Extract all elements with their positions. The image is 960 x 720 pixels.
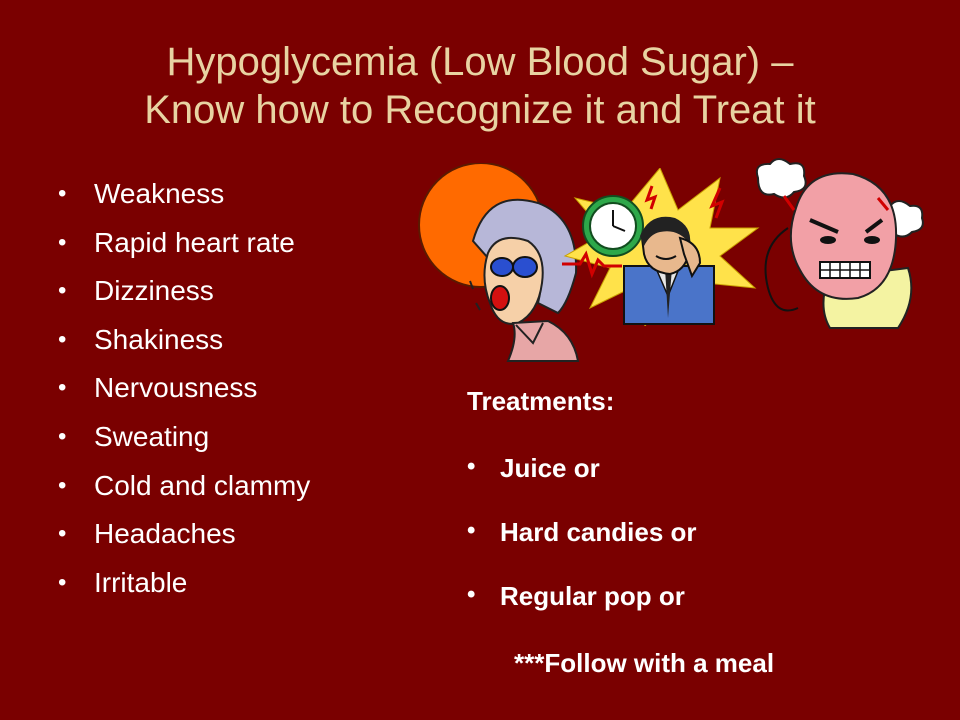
symptom-item: [58, 320, 310, 369]
bullet-icon: •: [58, 568, 67, 596]
treatment-label: Regular pop or: [500, 581, 685, 611]
bullet-icon: •: [58, 277, 67, 305]
slide-title: [0, 38, 960, 134]
angry-man-clipart: [748, 158, 926, 330]
symptom-item: [58, 417, 310, 466]
treatment-item: [467, 514, 697, 578]
bullet-icon: •: [58, 228, 67, 256]
symptom-label: Sweating: [94, 420, 210, 452]
treatments-list: [467, 450, 697, 642]
bullet-icon: •: [58, 180, 67, 207]
symptom-item: [58, 174, 310, 223]
bullet-icon: •: [58, 520, 67, 548]
symptom-item: [58, 271, 310, 320]
symptom-label: Rapid heart rate: [94, 226, 295, 258]
symptom-label: Dizziness: [94, 275, 214, 307]
treatment-label: Hard candies or: [500, 517, 697, 547]
treatment-item: [467, 578, 697, 642]
symptom-label: Irritable: [94, 566, 188, 598]
bullet-icon: •: [58, 422, 67, 450]
symptom-item: [58, 466, 310, 515]
symptom-label: Shakiness: [94, 323, 224, 355]
symptom-label: Cold and clammy: [94, 469, 311, 501]
bullet-icon: •: [467, 517, 476, 544]
symptom-item: [58, 223, 310, 272]
symptom-item: [58, 563, 310, 612]
title-line-2: Know how to Recognize it and Treat it: [144, 88, 816, 132]
symptom-label: Weakness: [94, 178, 225, 209]
symptom-label: Nervousness: [94, 372, 258, 404]
symptom-item: [58, 514, 310, 563]
bullet-icon: •: [467, 581, 476, 608]
title-line-1: Hypoglycemia (Low Blood Sugar) –: [166, 40, 794, 84]
treatment-label: Juice or: [500, 453, 600, 483]
bullet-icon: •: [58, 374, 67, 402]
stressed-man-clock-clipart: [560, 168, 760, 326]
bullet-icon: •: [467, 453, 476, 480]
treatments-heading: Treatments:: [467, 386, 615, 416]
symptom-item: [58, 368, 310, 417]
symptoms-list: [58, 174, 310, 611]
bullet-icon: •: [58, 325, 67, 353]
symptom-label: Headaches: [94, 518, 236, 550]
follow-note: ***Follow with a meal: [514, 648, 775, 678]
bullet-icon: •: [58, 471, 67, 499]
treatment-item: [467, 450, 697, 514]
